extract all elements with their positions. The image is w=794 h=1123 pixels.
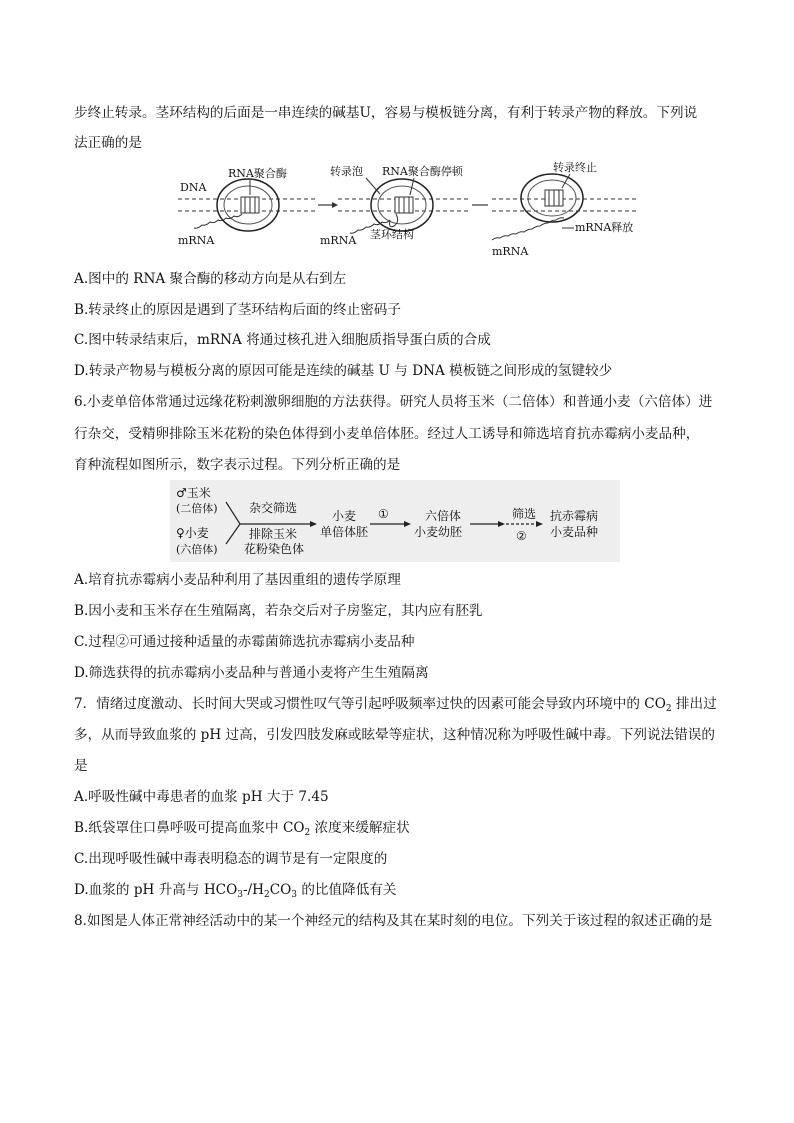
breeding-flowchart	[170, 480, 620, 562]
stem-loop-label: 茎环结构	[370, 228, 414, 241]
mrna-release-label: mRNA释放	[575, 221, 634, 234]
transcription-bubble-label: 转录泡	[330, 165, 363, 178]
hexaploid-label-2: 小麦幼胚	[414, 525, 463, 539]
rna-polymerase-label: RNA聚合酶	[228, 167, 287, 180]
q5-option-a: A.图中的 RNA 聚合酶的移动方向是从右到左	[74, 271, 347, 287]
female-ploidy-label: (六倍体)	[176, 543, 218, 556]
q6-option-c: C.过程②可通过接种适量的赤霉菌筛选抗赤霉病小麦品种	[74, 634, 415, 650]
q6-option-d: D.筛选获得的抗赤霉病小麦品种与普通小麦将产生生殖隔离	[74, 665, 429, 681]
q5-option-d: D.转录产物易与模板分离的原因可能是连续的碱基 U 与 DNA 模板链之间形成的氢键较少	[74, 363, 613, 379]
q7-option-b: B.纸袋罩住口鼻呼吸可提高血浆中 $CO_2$ 浓度来缓解症状	[74, 820, 410, 838]
step-1-label: ①	[378, 507, 389, 521]
q6-option-b: B.因小麦和玉米存在生殖隔离，若杂交后对子房鉴定，其内应有胚乳	[74, 603, 483, 619]
q7-stem-3: 是	[74, 758, 88, 774]
result-label-1: 抗赤霉病	[550, 509, 599, 523]
released-mrna	[492, 218, 564, 240]
remove-corn-label-2: 花粉染色体	[244, 542, 305, 556]
polymerase-pause-label: RNA聚合酶停顿	[382, 165, 463, 178]
mrna-label: mRNA	[178, 234, 215, 247]
q7-option-c: C.出现呼吸性碱中毒表明稳态的调节是有一定限度的	[74, 851, 388, 867]
q6-stem-1: 6.小麦单倍体常通过远缘花粉刺激卵细胞的方法获得。研究人员将玉米（二倍体）和普通小麦（六倍体）进	[74, 394, 713, 410]
q7-option-d: D.血浆的 pH 升高与 $HCO_3-/H_2CO_3$ 的比值降低有关	[74, 882, 397, 900]
panel-termination	[492, 160, 636, 258]
result-label-2: 小麦品种	[550, 525, 599, 539]
remove-corn-label-1: 排除玉米	[249, 527, 298, 541]
q6-stem-3: 育种流程如图所示，数字表示过程。下列分析正确的是	[74, 457, 401, 473]
haploid-label-1: 小麦	[332, 509, 357, 523]
q5-option-c: C.图中转录结束后，mRNA 将通过核孔进入细胞质指导蛋白质的合成	[74, 332, 491, 348]
transcription-termination-figure	[170, 158, 640, 260]
mrna-label-2: mRNA	[320, 234, 357, 247]
panel-transcription	[178, 166, 315, 247]
intro-line-1: 步终止转录。茎环结构的后面是一串连续的碱基U，容易与模板链分离，有利于转录产物的释放。下列说	[74, 105, 698, 121]
arrow-icon	[332, 202, 338, 208]
screen-label: 筛选	[512, 507, 537, 521]
mrna-label-3: mRNA	[492, 245, 529, 258]
panel-pause	[320, 164, 470, 247]
male-corn-label: ♂玉米	[176, 486, 211, 500]
intro-line-2: 法正确的是	[74, 135, 142, 151]
q7-stem-2: 多，从而导致血浆的 pH 过高，引发四肢发麻或眩晕等症状，这种情况称为呼吸性碱中毒。下列说法错误的	[74, 727, 715, 743]
q7-stem-1: 7．情绪过度激动、长时间大哭或习惯性叹气等引起呼吸频率过快的因素可能会导致内环境中的 $CO_2$ 排出过	[74, 696, 717, 714]
q6-stem-2: 行杂交，受精卵排除玉米花粉的染色体得到小麦单倍体胚。经过人工诱导和筛选培育抗赤霉病小麦品种，	[74, 426, 700, 442]
haploid-label-2: 单倍体胚	[320, 525, 369, 539]
q8-stem: 8.如图是人体正常神经活动中的某一个神经元的结构及其在某时刻的电位。下列关于该过程的叙述正确的是	[74, 913, 713, 929]
hexaploid-label-1: 六倍体	[425, 509, 462, 523]
q7-option-a: A.呼吸性碱中毒患者的血浆 pH 大于 7.45	[74, 789, 329, 805]
cross-screen-label: 杂交筛选	[249, 501, 298, 515]
termination-label: 转录终止	[553, 161, 597, 174]
dna-label: DNA	[180, 181, 207, 194]
stem-loop-shape	[390, 214, 398, 227]
q5-option-b: B.转录终止的原因是遇到了茎环结构后面的终止密码子	[74, 302, 401, 318]
step-2-label: ②	[516, 529, 527, 543]
male-ploidy-label: (二倍体)	[176, 502, 218, 515]
q6-option-a: A.培育抗赤霉病小麦品种利用了基因重组的遗传学原理	[74, 572, 401, 588]
female-wheat-label: ♀小麦	[176, 526, 209, 540]
